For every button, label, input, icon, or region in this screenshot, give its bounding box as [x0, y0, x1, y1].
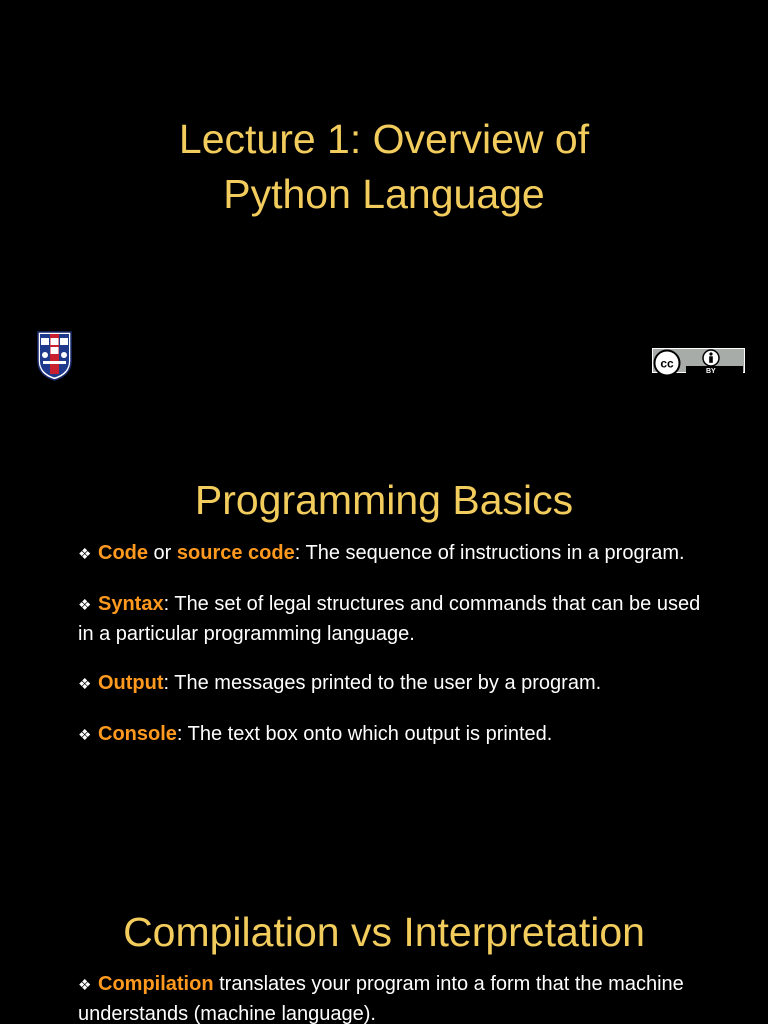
diamond-bullet-icon: ❖: [78, 676, 92, 693]
diamond-bullet-icon: ❖: [78, 546, 92, 563]
list-item: [78, 720, 718, 750]
programming-basics-title: Programming Basics: [194, 477, 574, 523]
term-source-code: source code: [176, 542, 295, 564]
bullet-definition: : The messages printed to the user by a program.: [163, 672, 602, 694]
university-shield-logo-icon: [37, 331, 72, 381]
svg-text:cc: cc: [660, 356, 674, 371]
term-code: Code: [98, 542, 148, 564]
compilation-list: [78, 970, 718, 1024]
slide-title: [0, 0, 768, 440]
creative-commons-by-badge-icon: [652, 348, 745, 378]
term-syntax: Syntax: [98, 593, 164, 615]
list-item: [78, 590, 718, 648]
list-item: [78, 539, 718, 569]
term-output: Output: [98, 672, 164, 694]
term-compilation: Compilation: [98, 973, 214, 995]
lecture-title-line1: Lecture 1: Overview of: [178, 116, 590, 162]
term-console: Console: [98, 723, 177, 745]
list-item: [78, 970, 718, 1024]
slide-programming-basics: [0, 440, 768, 880]
diamond-bullet-icon: ❖: [78, 597, 92, 614]
compilation-title: Compilation vs Interpretation: [123, 909, 645, 955]
programming-basics-list: [78, 539, 718, 771]
list-item: [78, 669, 718, 699]
diamond-bullet-icon: ❖: [78, 727, 92, 744]
slide-compilation-vs-interpretation: [0, 880, 768, 1024]
diamond-bullet-icon: ❖: [78, 977, 92, 994]
license-by-label: BY: [706, 368, 716, 375]
bullet-connector: or: [148, 542, 177, 564]
lecture-title-line2: Python Language: [223, 171, 545, 217]
bullet-definition: : The set of legal structures and commands that can be used in a particular programming language.: [78, 593, 701, 645]
lecture-title: [0, 112, 768, 222]
bullet-definition: : The text box onto which output is printed.: [176, 723, 553, 745]
bullet-definition: translates your program into a form that the machine understands (machine language).: [78, 973, 684, 1024]
bullet-definition: : The sequence of instructions in a program.: [294, 542, 685, 564]
